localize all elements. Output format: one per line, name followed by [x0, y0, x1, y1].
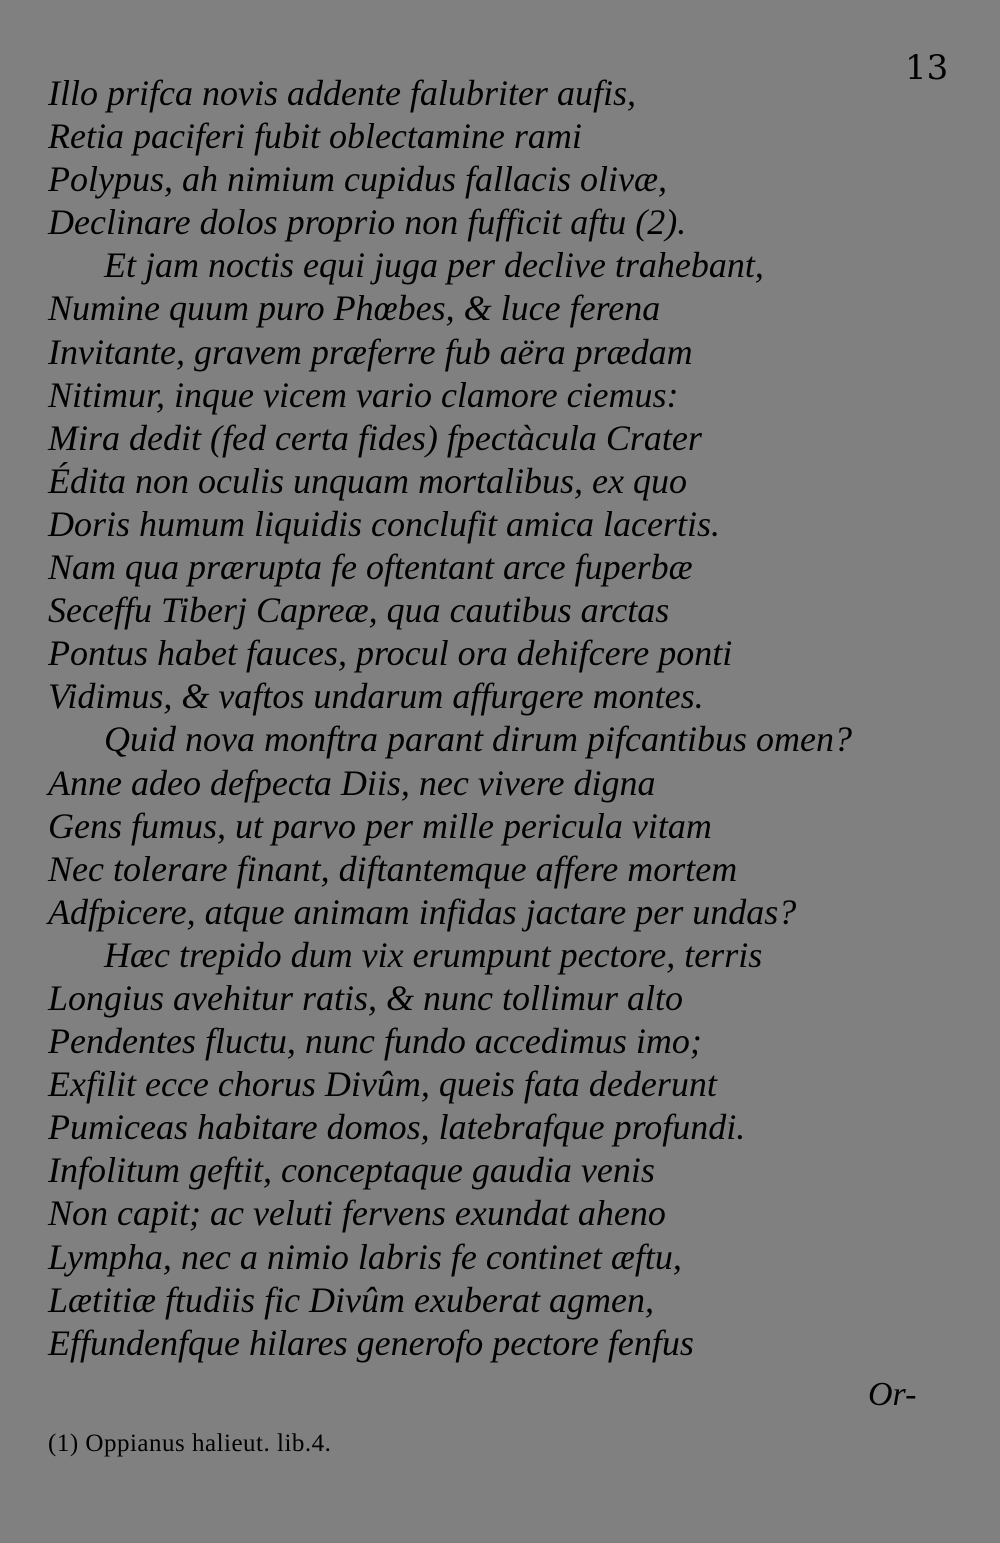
verse-line: Nam qua prærupta fe oftentant arce fuperbæ [48, 547, 693, 588]
verse-line: Declinare dolos proprio non fufficit aftu (2). [48, 202, 687, 243]
verse-line: Vidimus, & vaftos undarum affurgere montes. [48, 676, 704, 717]
verse-line: Illo prifca novis addente falubriter aufis, [48, 73, 636, 113]
verse-line: Lympha, nec a nimio labris fe continet æftu, [48, 1236, 682, 1277]
verse-line: Pumiceas habitare domos, latebrafque profundi. [48, 1107, 746, 1148]
verse-line: Anne adeo defpecta Diis, nec vivere digna [48, 762, 656, 803]
footnote: (1) Oppianus halieut. lib.4. [48, 1430, 332, 1457]
verse-line: Édita non oculis unquam mortalibus, ex quo [48, 460, 687, 501]
verse-line: Doris humum liquidis conclufit amica lacertis. [48, 503, 720, 544]
verse-line: Et jam noctis equi juga per declive trahebant, [104, 245, 764, 286]
verse-line: Seceffu Tiberj Capreæ, qua cautibus arctas [48, 590, 670, 631]
verse-line: Non capit; ac veluti fervens exundat aheno [48, 1193, 666, 1234]
verse-line: Longius avehitur ratis, & nunc tollimur alto [48, 977, 684, 1018]
verse-line: Pendentes fluctu, nunc fundo accedimus imo; [48, 1021, 702, 1062]
page-number: 13 [905, 48, 949, 88]
verse-line: Nec tolerare finant, diftantemque affere mortem [48, 848, 738, 889]
verse-line: Lætitiæ ftudiis fic Divûm exuberat agmen, [48, 1279, 654, 1320]
verse-line: Retia paciferi fubit oblectamine rami [48, 116, 582, 157]
verse-line: Quid nova monftra parant dirum pifcantibus omen? [104, 719, 852, 760]
verse-line: Invitante, gravem præferre fub aëra prædam [48, 331, 693, 372]
verse-line: Nitimur, inque vicem vario clamore ciemus: [48, 374, 679, 415]
verse-line: Numine quum puro Phœbes, & luce ferena [48, 288, 661, 329]
verse-line: Exfilit ecce chorus Divûm, queis fata dederunt [48, 1064, 717, 1105]
verse-line: Pontus habet fauces, procul ora dehifcere ponti [48, 633, 733, 674]
verse-text [48, 72, 948, 1365]
verse-line: Mira dedit (fed certa fides) fpectàcula Crater [48, 417, 702, 458]
verse-line: Hæc trepido dum vix erumpunt pectore, terris [104, 934, 763, 975]
verse-line: Polypus, ah nimium cupidus fallacis olivæ, [48, 159, 667, 200]
verse-line: Infolitum geftit, conceptaque gaudia venis [48, 1150, 655, 1191]
verse-line: Effundenfque hilares generofo pectore fenfus [48, 1322, 694, 1363]
verse-line: Adfpicere, atque animam infidas jactare per undas? [48, 891, 797, 932]
catchword: Or- [868, 1376, 917, 1413]
verse-line: Gens fumus, ut parvo per mille pericula vitam [48, 805, 712, 846]
